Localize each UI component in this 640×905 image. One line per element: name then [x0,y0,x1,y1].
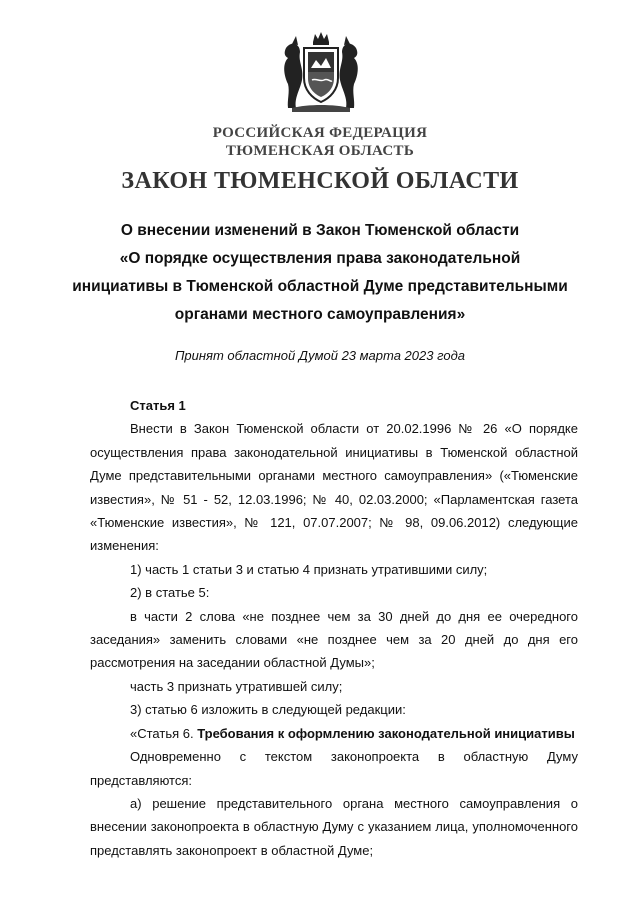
paragraph-item2: 2) в статье 5: [130,585,210,601]
adoption-note: Принят областной Думой 23 марта 2023 года [175,348,465,363]
paragraph-simultaneous: Одновременно с текстом законопроекта в областную Думу представляются: [90,749,578,788]
article6-prefix: «Статья 6. [130,725,198,741]
article6-title: Требования к оформлению законодательной инициативы [197,725,575,741]
title-line: «О порядке осуществления права законодательной [119,250,521,267]
paragraph-item2b: часть 3 признать утратившей силу; [130,678,343,694]
paragraph-intro: Внести в Закон Тюменской области от 20.02.1996 № 26 «О порядке осуществления права законодательной инициативы в Тюменской областной Думе представительными органами местного самоуправления» («Тюменские известия», № 51 - 52, 12.03.1996; № 40, 02.03.2000; «Парламентская газета «Тюменские известия», № 121, 07.07.2007; № 98, 09.06.2012) следующие изменения: [90,421,578,554]
title-line: органами местного самоуправления» [174,306,466,323]
law-subject-title [60,217,580,329]
law-title: ЗАКОН ТЮМЕНСКОЙ ОБЛАСТИ [121,168,519,194]
header-country: РОССИЙСКАЯ ФЕДЕРАЦИЯ [212,125,428,141]
paragraph-item3: 3) статью 6 изложить в следующей редакции: [130,702,406,718]
article-heading: Статья 1 [130,398,186,413]
header-region: ТЮМЕНСКАЯ ОБЛАСТЬ [225,143,415,159]
paragraph-item1: 1) часть 1 статьи 3 и статью 4 признать утратившими силу; [130,561,488,577]
tyumen-coat-of-arms-icon [278,28,364,114]
title-line: О внесении изменений в Закон Тюменской области [120,222,520,239]
paragraph-item2a: в части 2 слова «не позднее чем за 30 дней до дня ее очередного заседания» заменить словами «не позднее чем за 20 дней до дня его рассмотрения на заседании областной Думы»; [90,608,578,671]
title-line: инициативы в Тюменской областной Думе представительными [72,278,568,295]
article6-heading [90,722,578,745]
law-body [90,394,578,862]
paragraph-sub-a: а) решение представительного органа местного самоуправления о внесении законопроекта в областную Думу с указанием лица, уполномоченного представлять законопроект в областной Думе; [90,795,578,858]
